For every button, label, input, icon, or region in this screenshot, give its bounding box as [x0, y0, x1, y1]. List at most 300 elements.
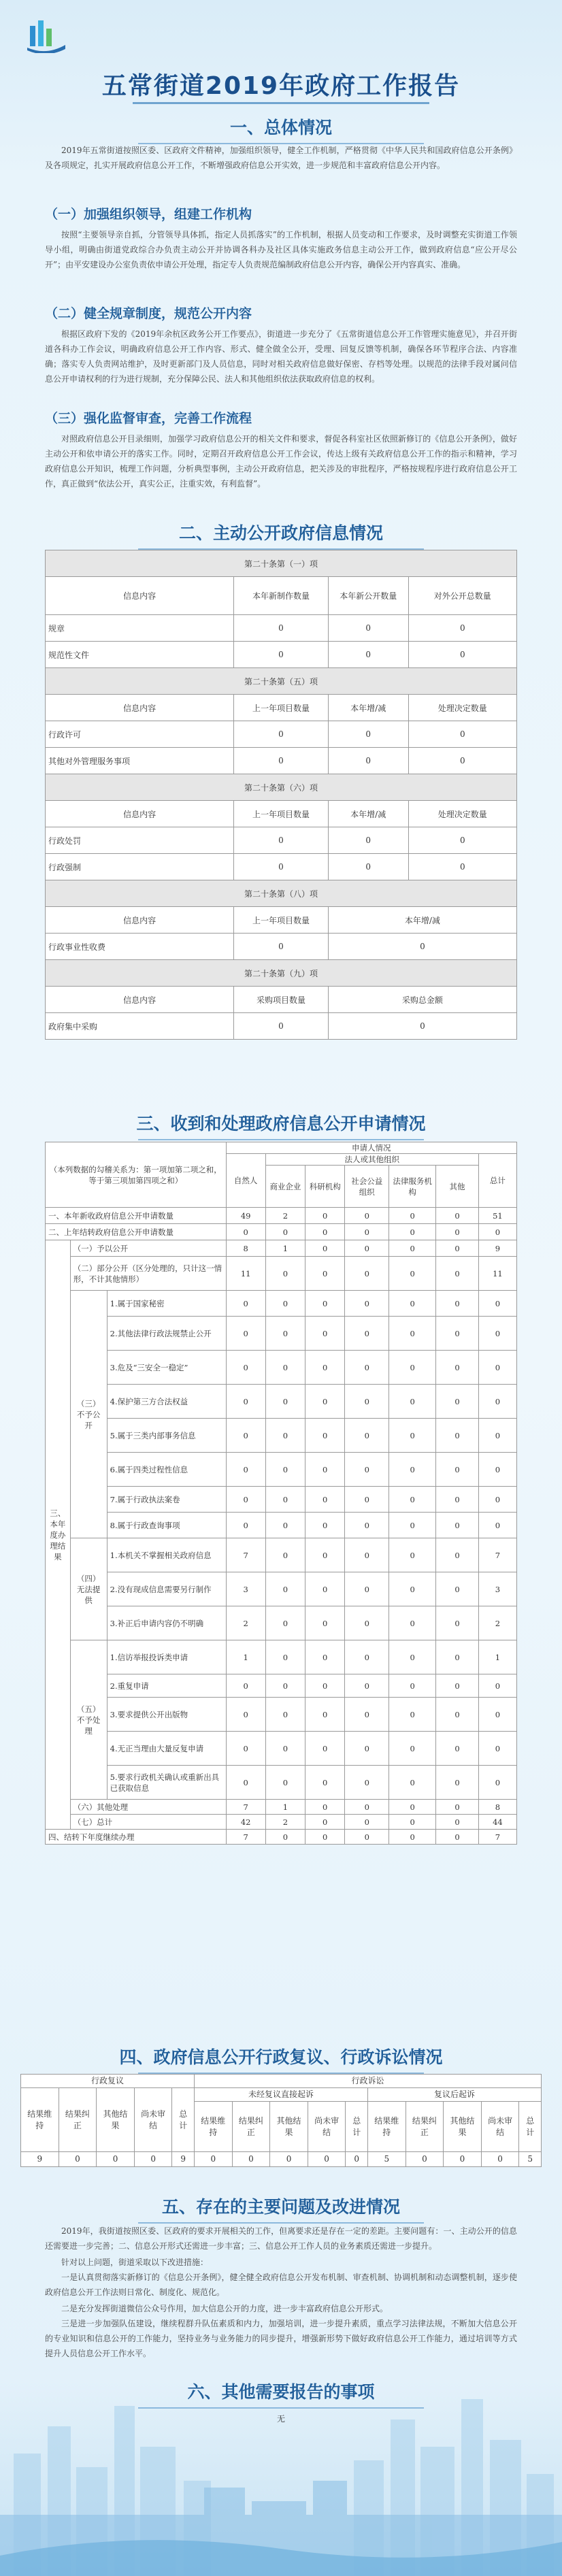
row-label: 规章 — [46, 615, 234, 642]
row-label: 行政强制 — [46, 854, 234, 880]
value-cell: 0 — [305, 1317, 345, 1351]
value-cell: 7 — [478, 1830, 516, 1845]
value-cell: 0 — [226, 1317, 265, 1351]
col-header: 商业企业 — [265, 1166, 305, 1208]
s5-para-1: 2019年，我街道按照区委、区政府的要求开展相关的工作，但离要求还是存在一定的差距。主要问题有：一、主动公开的信息还需要进一步完善；二、信息公开形式还需进一步丰富；三、信息公开工作人员的业务素质还需进一步提升。 — [45, 2226, 517, 2251]
header-cell: 本年增/减 — [328, 695, 408, 721]
header-cell: 处理决定数量 — [408, 695, 516, 721]
cell: 0 — [328, 934, 516, 960]
value-cell: 11 — [226, 1257, 265, 1291]
value-cell: 0 — [389, 1732, 436, 1766]
proactive-disclosure-table — [45, 550, 517, 1040]
value-cell: 0 — [444, 2152, 482, 2167]
value-cell: 0 — [305, 1257, 345, 1291]
row-label: 6.属于四类过程性信息 — [107, 1453, 226, 1487]
header-legal: 法人或其他组织 — [265, 1154, 478, 1166]
value-cell: 44 — [478, 1815, 516, 1830]
value-cell: 0 — [345, 1487, 389, 1513]
section-5-title: 五、存在的主要问题及改进情况 — [0, 2194, 562, 2224]
row-label: 四、结转下年度继续办理 — [46, 1830, 227, 1845]
col-header: 尚未审结 — [308, 2102, 346, 2152]
col-header: 其他结果 — [444, 2102, 482, 2152]
value-cell: 2 — [265, 1815, 305, 1830]
cell: 0 — [408, 642, 516, 668]
row-label: （三）不予公开 — [70, 1291, 107, 1538]
value-cell: 0 — [389, 1351, 436, 1385]
section-1-title: 一、总体情况 — [0, 114, 562, 144]
value-cell: 0 — [389, 1208, 436, 1224]
value-cell: 0 — [436, 1317, 479, 1351]
header-cell: 本年增/减 — [328, 801, 408, 827]
col-header: 尚未审结 — [134, 2088, 172, 2152]
value-cell: 0 — [345, 1257, 389, 1291]
value-cell: 0 — [389, 1385, 436, 1419]
value-cell: 2 — [226, 1606, 265, 1640]
value-cell: 0 — [345, 1800, 389, 1815]
value-cell: 0 — [226, 1291, 265, 1317]
value-cell: 0 — [346, 2152, 368, 2167]
s5-para-4: 二是充分发挥街道微信公众号作用，加大信息公开的力度，进一步丰富政府信息公开形式。 — [61, 2304, 389, 2313]
col-header: 自然人 — [226, 1154, 265, 1208]
row-label: （四）无法提供 — [70, 1538, 107, 1640]
value-cell: 0 — [436, 1815, 479, 1830]
value-cell: 0 — [226, 1766, 265, 1800]
value-cell: 0 — [265, 1385, 305, 1419]
s1-sub-2: （二）健全规章制度，规范公开内容 — [45, 306, 252, 321]
s5-para-2: 针对以上问题，街道采取以下改进措施： — [61, 2258, 209, 2267]
row-label: 4.无正当理由大量反复申请 — [107, 1732, 226, 1766]
cell: 0 — [234, 1013, 329, 1040]
value-cell: 8 — [226, 1240, 265, 1257]
value-cell: 0 — [345, 1815, 389, 1830]
col-header: 社会公益组织 — [345, 1166, 389, 1208]
header-cell: 信息内容 — [46, 695, 234, 721]
table-group-header: 第二十条第（一）项 — [46, 550, 517, 577]
value-cell: 0 — [305, 1240, 345, 1257]
value-cell: 42 — [226, 1815, 265, 1830]
value-cell: 0 — [389, 1538, 436, 1572]
value-cell: 5 — [367, 2152, 406, 2167]
row-label: 1.信访举报投诉类申请 — [107, 1640, 226, 1674]
review-litigation-table — [20, 2074, 542, 2167]
value-cell: 11 — [478, 1257, 516, 1291]
row-label: 行政事业性收费 — [46, 934, 234, 960]
value-cell: 0 — [389, 1317, 436, 1351]
s1-sub-1: （一）加强组织领导，组建工作机构 — [45, 207, 252, 222]
col-header: 结果维持 — [367, 2102, 406, 2152]
section-6-title: 六、其他需要报告的事项 — [0, 2379, 562, 2409]
row-label: 1.属于国家秘密 — [107, 1291, 226, 1317]
cell: 0 — [328, 615, 408, 642]
value-cell: 7 — [226, 1830, 265, 1845]
value-cell: 0 — [305, 1538, 345, 1572]
value-cell: 0 — [436, 1732, 479, 1766]
value-cell: 0 — [345, 1606, 389, 1640]
table-group-header: 第二十条第（五）项 — [46, 668, 517, 695]
value-cell: 0 — [389, 1606, 436, 1640]
value-cell: 0 — [345, 1385, 389, 1419]
cell: 0 — [408, 615, 516, 642]
col-header: 总计 — [478, 1154, 516, 1208]
value-cell: 0 — [436, 1674, 479, 1698]
cell: 0 — [328, 827, 408, 854]
cell: 0 — [328, 748, 408, 774]
value-cell: 0 — [389, 1487, 436, 1513]
value-cell: 0 — [270, 2152, 308, 2167]
value-cell: 0 — [345, 1291, 389, 1317]
value-cell: 0 — [478, 1674, 516, 1698]
value-cell: 0 — [436, 1513, 479, 1538]
cell: 0 — [408, 748, 516, 774]
col-header: 总计 — [172, 2088, 195, 2152]
value-cell: 0 — [436, 1830, 479, 1845]
value-cell: 0 — [305, 1453, 345, 1487]
value-cell: 2 — [478, 1606, 516, 1640]
cell: 0 — [328, 721, 408, 748]
col-header: 科研机构 — [305, 1166, 345, 1208]
value-cell: 0 — [478, 1513, 516, 1538]
value-cell: 0 — [265, 1487, 305, 1513]
value-cell: 0 — [478, 1698, 516, 1732]
table-group-header: 第二十条第（六）项 — [46, 774, 517, 801]
header-cell: 采购总金额 — [328, 987, 516, 1013]
value-cell: 0 — [345, 1732, 389, 1766]
col-header: 其他结果 — [97, 2088, 135, 2152]
row-label: 5.属于三类内部事务信息 — [107, 1419, 226, 1453]
header-cell: 上一年项目数量 — [234, 695, 329, 721]
value-cell: 0 — [226, 1698, 265, 1732]
value-cell: 0 — [478, 1317, 516, 1351]
col-header: 尚未审结 — [481, 2102, 519, 2152]
header-litigation: 行政诉讼 — [194, 2075, 541, 2088]
s6-none: 无 — [276, 2414, 285, 2424]
value-cell: 0 — [226, 1453, 265, 1487]
header-cell: 信息内容 — [46, 577, 234, 615]
value-cell: 0 — [97, 2152, 135, 2167]
value-cell: 0 — [345, 1240, 389, 1257]
value-cell: 1 — [478, 1640, 516, 1674]
value-cell: 0 — [59, 2152, 97, 2167]
value-cell: 0 — [265, 1513, 305, 1538]
s1-para-2: 根据区政府下发的《2019年余杭区政务公开工作要点》，街道进一步充分了《五常街道信息公开工作管理实施意见》，并召开街道各科办工作会议，明确政府信息公开工作内容、形式、健全做全公开，受理、回复反馈等机制，确保各环节程序合法、内容准确；落实专人负责网站维护，及时更新部门及人员信息，同时对相关政府信息做好保密、存档等处理。以规范的法律手段对属问信息公开申请权利的行为进行规制，充分保障公民、法人和其他组织依法获取政府信息的权利。 — [45, 329, 517, 384]
col-header: 其他结果 — [270, 2102, 308, 2152]
header-cell: 本年增/减 — [328, 907, 516, 934]
header-direct: 未经复议直接起诉 — [194, 2088, 367, 2102]
row-label: 一、本年新收政府信息公开申请数量 — [46, 1208, 227, 1224]
value-cell: 0 — [345, 1513, 389, 1538]
value-cell: 0 — [265, 1351, 305, 1385]
row-label: 3.要求提供公开出版物 — [107, 1698, 226, 1732]
value-cell: 0 — [436, 1291, 479, 1317]
value-cell: 7 — [226, 1538, 265, 1572]
value-cell: 0 — [478, 1732, 516, 1766]
s5-para-5: 三是进一步加强队伍建设，继续程群升队伍素质和内力，加强培训，进一步提升素质，重点学习法律法规，不断加大信息公开的专业知识和信息公开的工作能力，坚持业务与业务能力的同步提升，增强新形势下做好政府信息公开工作能力，通过培训等方式提升人员信息公开工作水平。 — [45, 2319, 517, 2358]
value-cell: 1 — [226, 1640, 265, 1674]
cell: 0 — [328, 1013, 516, 1040]
value-cell: 0 — [305, 1698, 345, 1732]
value-cell: 0 — [478, 1224, 516, 1240]
row-label: （二）部分公开（区分处理的，只计这一情形，不计其他情形） — [70, 1257, 226, 1291]
value-cell: 0 — [389, 1698, 436, 1732]
header-cell: 本年新制作数量 — [234, 577, 329, 615]
value-cell: 0 — [345, 1572, 389, 1606]
value-cell: 0 — [265, 1732, 305, 1766]
cell: 0 — [234, 748, 329, 774]
header-after: 复议后起诉 — [367, 2088, 541, 2102]
value-cell: 0 — [226, 1674, 265, 1698]
value-cell: 0 — [305, 1385, 345, 1419]
row-label: 2.其他法律行政法规禁止公开 — [107, 1317, 226, 1351]
s1-para-3: 对照政府信息公开目录细则，加强学习政府信息公开的相关文件和要求，督促各科室社区依照新修订的《信息公开条例》，做好主动公开和依申请公开的落实工作。同时，定期召开政府信息公开工作会议，传达上级有关政府信息公开工作的指示和精神，学习政府信息公开知识，梳理工作问题，分析典型事例，主动公开政府信息，把关涉及的审批程序，严格按规程序进行政府信息公开工作，真正做到“依法公开，真实公正，注重实效，有利监督”。 — [45, 434, 517, 489]
cell: 0 — [328, 642, 408, 668]
value-cell: 0 — [389, 1513, 436, 1538]
cell: 0 — [408, 721, 516, 748]
value-cell: 3 — [226, 1572, 265, 1606]
value-cell: 0 — [389, 1240, 436, 1257]
value-cell: 0 — [305, 1513, 345, 1538]
row-label: 二、上年结转政府信息公开申请数量 — [46, 1224, 227, 1240]
value-cell: 0 — [436, 1698, 479, 1732]
value-cell: 0 — [226, 1385, 265, 1419]
value-cell: 0 — [481, 2152, 519, 2167]
value-cell: 0 — [406, 2152, 444, 2167]
header-cell: 信息内容 — [46, 801, 234, 827]
header-cell: 处理决定数量 — [408, 801, 516, 827]
value-cell: 0 — [265, 1572, 305, 1606]
value-cell: 0 — [232, 2152, 270, 2167]
value-cell: 0 — [345, 1351, 389, 1385]
cell: 0 — [408, 854, 516, 880]
s1-sub-3: （三）强化监督审查，完善工作流程 — [45, 411, 252, 426]
value-cell: 0 — [305, 1732, 345, 1766]
value-cell: 0 — [389, 1766, 436, 1800]
value-cell: 0 — [436, 1240, 479, 1257]
value-cell: 9 — [478, 1240, 516, 1257]
col-header: 总计 — [346, 2102, 368, 2152]
header-cell: 上一年项目数量 — [234, 907, 329, 934]
row-label: 8.属于行政查询事项 — [107, 1513, 226, 1538]
row-label: 5.要求行政机关确认或重新出具已获取信息 — [107, 1766, 226, 1800]
value-cell: 0 — [265, 1291, 305, 1317]
value-cell: 0 — [436, 1453, 479, 1487]
value-cell: 0 — [265, 1224, 305, 1240]
s1-para-1: 按照“主要领导亲自抓，分管领导具体抓，指定人员抓落实”的工作机制，根据人员变动和工作要求，及时调整充实街道工作领导小组，明确由街道党政综合办负责主动公开并协调各科办及社区具体实施政务信息主动公开工作，做到政府信息“应公开尽公开”；由平安建设办公室负责依申请公开处理，指定专人负责规范编制政府信息公开内容，确保公开内容真实、准确。 — [45, 230, 517, 269]
value-cell: 0 — [345, 1698, 389, 1732]
value-cell: 0 — [436, 1224, 479, 1240]
value-cell: 0 — [389, 1257, 436, 1291]
value-cell: 0 — [436, 1538, 479, 1572]
row-label: 3.危及“三安全一稳定” — [107, 1351, 226, 1385]
value-cell: 0 — [345, 1766, 389, 1800]
value-cell: 2 — [265, 1208, 305, 1224]
value-cell: 0 — [226, 1224, 265, 1240]
value-cell: 0 — [305, 1572, 345, 1606]
col-header: 其他 — [436, 1166, 479, 1208]
header-cell: 信息内容 — [46, 907, 234, 934]
value-cell: 0 — [226, 1351, 265, 1385]
header-cell: 采购项目数量 — [234, 987, 329, 1013]
value-cell: 0 — [226, 1487, 265, 1513]
value-cell: 0 — [226, 1513, 265, 1538]
value-cell: 0 — [436, 1572, 479, 1606]
value-cell: 0 — [194, 2152, 232, 2167]
value-cell: 0 — [305, 1224, 345, 1240]
value-cell: 0 — [345, 1317, 389, 1351]
value-cell: 1 — [265, 1800, 305, 1815]
value-cell: 9 — [172, 2152, 195, 2167]
cell: 0 — [234, 827, 329, 854]
value-cell: 0 — [134, 2152, 172, 2167]
value-cell: 0 — [436, 1800, 479, 1815]
value-cell: 0 — [265, 1257, 305, 1291]
value-cell: 0 — [389, 1800, 436, 1815]
value-cell: 0 — [389, 1419, 436, 1453]
value-cell: 5 — [519, 2152, 542, 2167]
value-cell: 0 — [265, 1538, 305, 1572]
row-label: 行政许可 — [46, 721, 234, 748]
city-skyline-illustration — [0, 2351, 562, 2576]
value-cell: 0 — [389, 1572, 436, 1606]
value-cell: 8 — [478, 1800, 516, 1815]
value-cell: 9 — [21, 2152, 59, 2167]
value-cell: 0 — [345, 1208, 389, 1224]
value-cell: 0 — [478, 1351, 516, 1385]
value-cell: 0 — [305, 1487, 345, 1513]
row-label: （五）不予处理 — [70, 1640, 107, 1800]
value-cell: 0 — [226, 1419, 265, 1453]
value-cell: 0 — [305, 1674, 345, 1698]
value-cell: 0 — [265, 1640, 305, 1674]
value-cell: 0 — [305, 1640, 345, 1674]
value-cell: 0 — [305, 1419, 345, 1453]
col-header: 总计 — [519, 2102, 542, 2152]
value-cell: 0 — [389, 1453, 436, 1487]
value-cell: 0 — [478, 1766, 516, 1800]
row-label: （七）总计 — [70, 1815, 226, 1830]
value-cell: 0 — [478, 1487, 516, 1513]
row-label: 2.没有现成信息需要另行制作 — [107, 1572, 226, 1606]
value-cell: 0 — [265, 1698, 305, 1732]
cell: 0 — [234, 642, 329, 668]
cell: 0 — [328, 854, 408, 880]
value-cell: 0 — [478, 1453, 516, 1487]
value-cell: 0 — [265, 1453, 305, 1487]
value-cell: 0 — [345, 1830, 389, 1845]
value-cell: 1 — [265, 1240, 305, 1257]
row-label: 1.本机关不掌握相关政府信息 — [107, 1538, 226, 1572]
value-cell: 0 — [389, 1640, 436, 1674]
value-cell: 51 — [478, 1208, 516, 1224]
row-label: 规范性文件 — [46, 642, 234, 668]
page-title: 五常街道2019年政府工作报告 — [101, 72, 461, 100]
cell: 0 — [408, 827, 516, 854]
value-cell: 0 — [436, 1208, 479, 1224]
table-group-header: 第二十条第（九）项 — [46, 960, 517, 987]
col-header: 结果纠正 — [406, 2102, 444, 2152]
col-header: 结果纠正 — [59, 2088, 97, 2152]
value-cell: 7 — [226, 1800, 265, 1815]
value-cell: 0 — [305, 1830, 345, 1845]
value-cell: 0 — [478, 1385, 516, 1419]
value-cell: 0 — [305, 1208, 345, 1224]
header-cell: 信息内容 — [46, 987, 234, 1013]
value-cell: 0 — [478, 1419, 516, 1453]
section-3-title: 三、收到和处理政府信息公开申请情况 — [0, 1110, 562, 1140]
value-cell: 0 — [265, 1317, 305, 1351]
cell: 0 — [234, 854, 329, 880]
row-label: （一）予以公开 — [70, 1240, 226, 1257]
col-header: 法律服务机构 — [389, 1166, 436, 1208]
value-cell: 0 — [305, 1606, 345, 1640]
value-cell: 0 — [436, 1351, 479, 1385]
s1-intro: 2019年五常街道按照区委、区政府文件精神，加强组织领导，健全工作机制，严格贯彻《中华人民共和国政府信息公开条例》及各项规定，扎实开展政府信息公开工作，不断增强政府信息公开实效，进一步规范和丰富政府信息公开内容。 — [45, 146, 517, 170]
value-cell: 0 — [265, 1766, 305, 1800]
value-cell: 49 — [226, 1208, 265, 1224]
value-cell: 0 — [436, 1257, 479, 1291]
row-label: 其他对外管理服务事项 — [46, 748, 234, 774]
value-cell: 0 — [436, 1385, 479, 1419]
col-header: 结果维持 — [194, 2102, 232, 2152]
row-label: 政府集中采购 — [46, 1013, 234, 1040]
value-cell: 0 — [436, 1487, 479, 1513]
logo-icon — [24, 18, 68, 53]
value-cell: 0 — [265, 1419, 305, 1453]
value-cell: 0 — [389, 1224, 436, 1240]
value-cell: 0 — [389, 1291, 436, 1317]
row-label: 3.补正后申请内容仍不明确 — [107, 1606, 226, 1640]
header-applicant: 申请人情况 — [226, 1142, 516, 1154]
s5-para-3: 一是认真贯彻落实新修订的《信息公开条例》，健全健全政府信息公开发布机制、审查机制、协调机制和动态调整机制，逐步使政府信息公开工作法则日常化、制度化、规范化。 — [45, 2273, 517, 2297]
value-cell: 0 — [345, 1419, 389, 1453]
value-cell: 0 — [265, 1674, 305, 1698]
header-cell: 本年新公开数量 — [328, 577, 408, 615]
row-label: 7.属于行政执法案卷 — [107, 1487, 226, 1513]
row-label: 行政处罚 — [46, 827, 234, 854]
section-4-title: 四、政府信息公开行政复议、行政诉讼情况 — [0, 2044, 562, 2074]
corner-note: （本列数据的勾稽关系为：第一项加第二项之和，等于第三项加第四项之和） — [46, 1142, 227, 1208]
value-cell: 0 — [226, 1732, 265, 1766]
value-cell: 0 — [345, 1640, 389, 1674]
value-cell: 0 — [389, 1830, 436, 1845]
header-review: 行政复议 — [21, 2075, 195, 2088]
table-group-header: 第二十条第（八）项 — [46, 880, 517, 907]
value-cell: 3 — [478, 1572, 516, 1606]
value-cell: 0 — [436, 1419, 479, 1453]
value-cell: 7 — [478, 1538, 516, 1572]
section-2-title: 二、主动公开政府信息情况 — [0, 520, 562, 550]
value-cell: 0 — [265, 1606, 305, 1640]
value-cell: 0 — [305, 1766, 345, 1800]
value-cell: 0 — [436, 1766, 479, 1800]
application-handling-table — [45, 1142, 517, 1845]
row-label: 2.重复申请 — [107, 1674, 226, 1698]
title-divider — [133, 102, 429, 104]
cell: 0 — [234, 721, 329, 748]
value-cell: 0 — [305, 1291, 345, 1317]
header-cell: 对外公开总数量 — [408, 577, 516, 615]
value-cell: 0 — [308, 2152, 346, 2167]
value-cell: 0 — [305, 1351, 345, 1385]
value-cell: 0 — [345, 1453, 389, 1487]
value-cell: 0 — [436, 1640, 479, 1674]
value-cell: 0 — [345, 1674, 389, 1698]
value-cell: 0 — [389, 1674, 436, 1698]
value-cell: 0 — [436, 1606, 479, 1640]
col-header: 结果维持 — [21, 2088, 59, 2152]
row-label: 4.保护第三方合法权益 — [107, 1385, 226, 1419]
value-cell: 0 — [305, 1815, 345, 1830]
cell: 0 — [234, 934, 329, 960]
